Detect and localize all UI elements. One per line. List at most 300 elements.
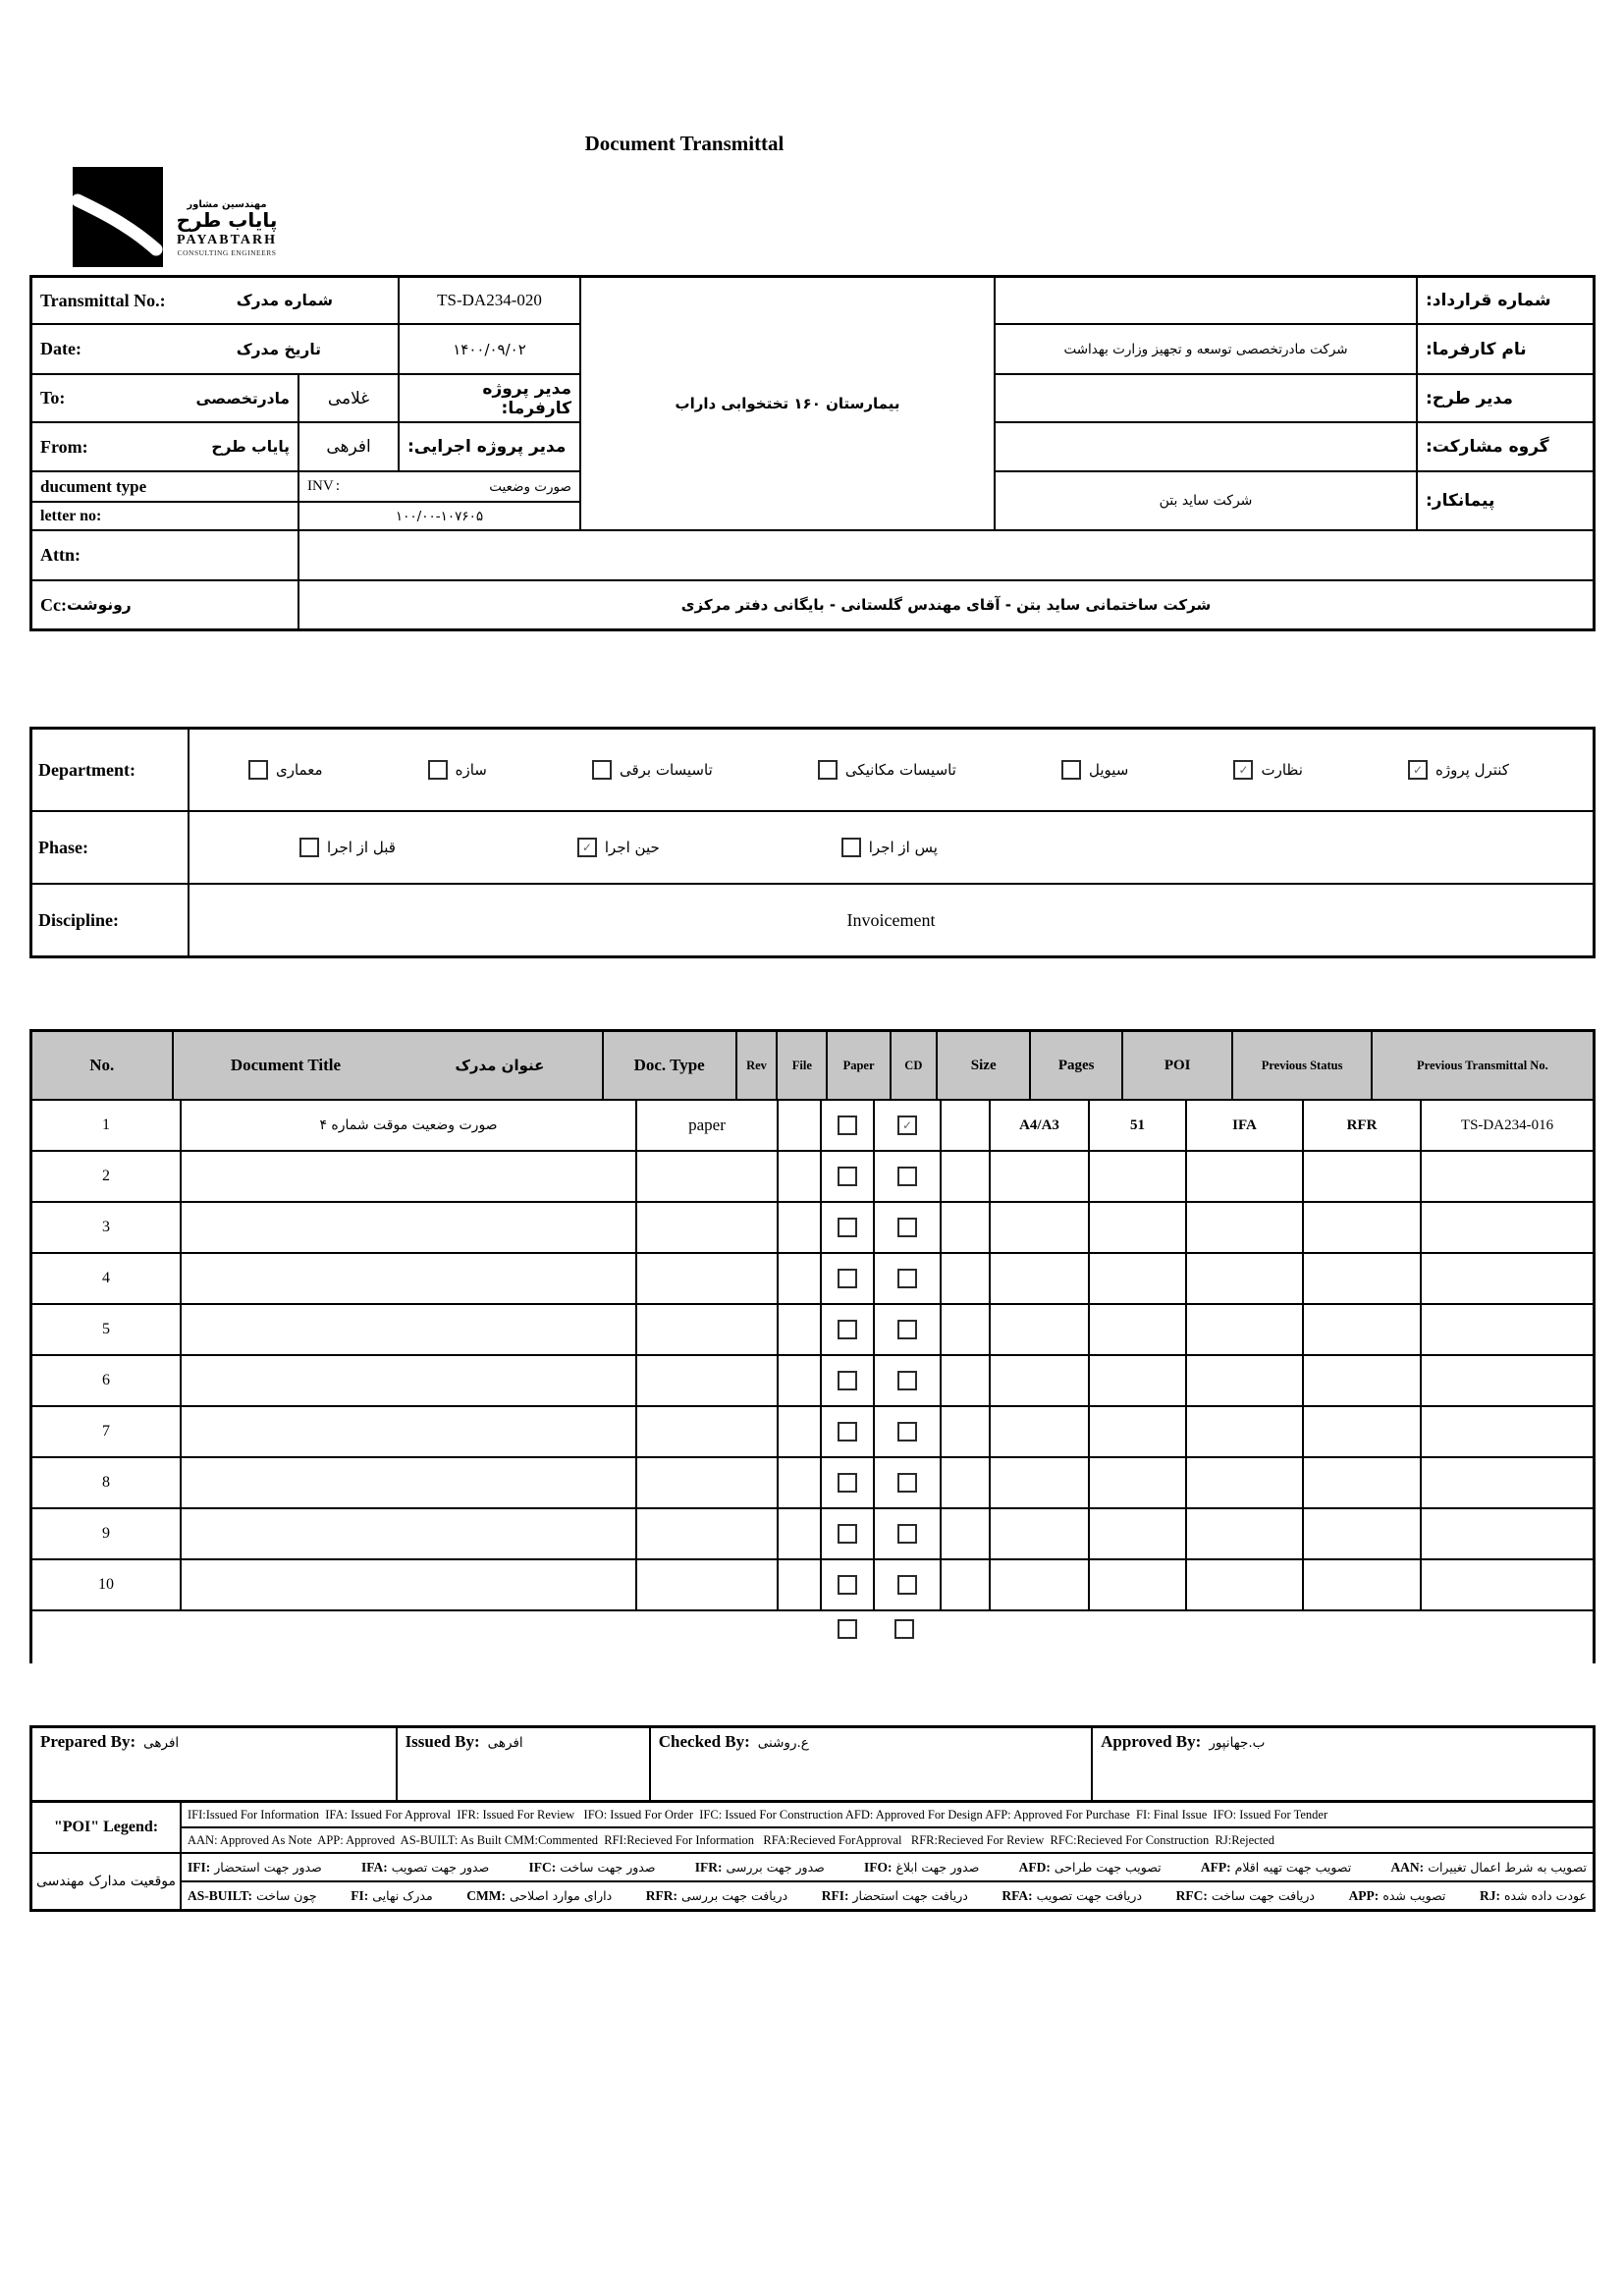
design-manager-value: [996, 375, 1416, 421]
checkbox[interactable]: [818, 760, 838, 780]
row-rev: [779, 1458, 820, 1507]
checkbox-item: [818, 760, 956, 780]
issued-by-name: افرهی: [487, 1735, 523, 1751]
row-prev-transmittal: [1422, 1509, 1593, 1558]
checkbox[interactable]: [841, 838, 861, 857]
col-header-cd: CD: [892, 1032, 936, 1099]
col-header-no: No.: [32, 1032, 172, 1099]
legend-text: تصویب شده: [1382, 1888, 1446, 1903]
approved-by-name: ب.جهانپور: [1209, 1735, 1266, 1751]
row-poi: [1187, 1560, 1302, 1609]
row-title: [182, 1560, 635, 1609]
issued-by-label: Issued By:: [405, 1732, 480, 1751]
row-paper-cell: [875, 1152, 940, 1201]
legend-text: چون ساخت: [256, 1888, 317, 1903]
legend-text: دریافت جهت ساخت: [1211, 1888, 1315, 1903]
table-row: [32, 1356, 1593, 1405]
logo-mark-icon: [73, 167, 163, 267]
doc-type-separator: :: [335, 478, 341, 494]
legend-text: صدور جهت استحضار: [214, 1860, 322, 1875]
row-poi: [1187, 1509, 1302, 1558]
row-paper-cell: [875, 1407, 940, 1456]
row-title: [182, 1407, 635, 1456]
paper-checkbox[interactable]: [897, 1320, 917, 1339]
col-header-prev-status: Previous Status: [1233, 1032, 1370, 1099]
to-value: مادرتخصصی: [195, 389, 290, 408]
paper-checkbox[interactable]: [897, 1218, 917, 1237]
checked-by-name: ع.روشنی: [757, 1735, 809, 1751]
row-prev-transmittal: [1422, 1356, 1593, 1405]
legend-english-line-1: IFI:Issued For Information IFA: Issued For Approval IFR: Issued For Review IFO: Issued For Order IFC: Issued For Construction AFD: Approved For Design AFP: Approved For Purchase FI: Final Issue IFO: Issued For Tender: [182, 1803, 1593, 1826]
row-doctype: [637, 1305, 777, 1354]
paper-checkbox[interactable]: [897, 1167, 917, 1186]
row-cd: [942, 1203, 989, 1252]
row-size: [991, 1203, 1088, 1252]
paper-checkbox[interactable]: [897, 1371, 917, 1390]
row-poi: [1187, 1356, 1302, 1405]
row-prev-status: [1304, 1458, 1420, 1507]
file-checkbox[interactable]: [838, 1422, 857, 1442]
row-file-cell: [822, 1458, 873, 1507]
row-paper-cell: [875, 1509, 940, 1558]
col-header-size: Size: [938, 1032, 1029, 1099]
legend-code: IFI:: [188, 1859, 211, 1875]
row-file-cell: [822, 1152, 873, 1201]
design-manager-label: مدیر طرح:: [1418, 375, 1593, 421]
row-prev-status: [1304, 1407, 1420, 1456]
file-checkbox[interactable]: [838, 1167, 857, 1186]
row-no: 1: [32, 1101, 180, 1150]
date-label-cell: [32, 325, 398, 373]
legend-text: مدرک نهایی: [372, 1888, 433, 1903]
client-pm-label: مدیر پروژه کارفرما:: [400, 375, 579, 421]
jv-group-label: گروه مشارکت:: [1418, 423, 1593, 470]
row-rev: [779, 1305, 820, 1354]
row-poi: IFA: [1187, 1101, 1302, 1150]
col-header-title-en: Document Title: [230, 1056, 342, 1074]
legend-text: تصویب جهت تهیه اقلام: [1234, 1860, 1352, 1875]
legend-code: IFR:: [694, 1859, 723, 1875]
row-prev-status: [1304, 1152, 1420, 1201]
checkbox-item: [1233, 760, 1302, 780]
row-file-cell: [822, 1254, 873, 1303]
department-label: Department:: [32, 730, 188, 810]
col-header-paper: Paper: [828, 1032, 889, 1099]
row-poi: [1187, 1458, 1302, 1507]
checkbox-item: [1408, 760, 1509, 780]
document-table-header: [32, 1032, 1593, 1099]
row-title: [182, 1152, 635, 1201]
row-paper-cell: [875, 1254, 940, 1303]
logo-en-name: PAYABTARH: [176, 233, 278, 247]
file-checkbox[interactable]: [838, 1115, 857, 1135]
row-doctype: [637, 1458, 777, 1507]
row-doctype: [637, 1203, 777, 1252]
row-title: [182, 1254, 635, 1303]
row-cd: [942, 1407, 989, 1456]
row-size: [991, 1458, 1088, 1507]
paper-checkbox[interactable]: [897, 1269, 917, 1288]
checkbox[interactable]: [592, 760, 612, 780]
checkbox-label: تاسیسات برقی: [619, 761, 713, 779]
row-doctype: [637, 1254, 777, 1303]
row-poi: [1187, 1305, 1302, 1354]
legend-text: صدور جهت ابلاغ: [895, 1860, 980, 1875]
row-prev-transmittal: [1422, 1407, 1593, 1456]
checkbox-label: کنترل پروژه: [1435, 761, 1509, 779]
prepared-by-name: افرهی: [143, 1735, 180, 1751]
to-cell: [32, 375, 298, 421]
row-doctype: [637, 1407, 777, 1456]
row-paper-cell: [875, 1458, 940, 1507]
row-rev: [779, 1152, 820, 1201]
row-poi: [1187, 1254, 1302, 1303]
row-no: 6: [32, 1356, 180, 1405]
from-label: From:: [40, 436, 88, 457]
row-size: [991, 1254, 1088, 1303]
legend-code: APP:: [1348, 1887, 1380, 1903]
discipline-label: Discipline:: [32, 885, 188, 955]
legend-entry: [351, 1888, 432, 1904]
poi-legend: [29, 1800, 1596, 1912]
row-pages: [1090, 1407, 1185, 1456]
checked-by-cell: [651, 1728, 1091, 1803]
exec-pm-label: مدیر پروژه اجرایی:: [400, 423, 579, 470]
row-no: 10: [32, 1560, 180, 1609]
date-label: Date:: [40, 339, 81, 358]
logo-en-subtitle: CONSULTING ENGINEERS: [177, 248, 277, 257]
from-cell: [32, 423, 298, 470]
checkbox-item: [299, 838, 396, 857]
checkbox-label: قبل از اجرا: [327, 839, 396, 856]
document-table-footer-strip: [32, 1611, 1593, 1710]
row-no: 4: [32, 1254, 180, 1303]
legend-code: RFI:: [821, 1887, 849, 1903]
row-cd: [942, 1509, 989, 1558]
file-checkbox[interactable]: [838, 1269, 857, 1288]
checkbox-item: [428, 760, 487, 780]
legend-english-line-2: AAN: Approved As Note APP: Approved AS-BUILT: As Built CMM:Commented RFI:Recieved For Information RFA:Recieved ForApproval RFR:Recieved For Review RFC:Recieved For Construction RJ:Rejected: [182, 1828, 1593, 1852]
phase-label: Phase:: [32, 812, 188, 883]
legend-code: RFR:: [645, 1887, 677, 1903]
col-header-title: [174, 1032, 602, 1099]
table-row: [32, 1152, 1593, 1201]
checkbox-label: تاسیسات مکانیکی: [844, 761, 956, 779]
checkbox-item: [248, 760, 323, 780]
doc-type-label-cell: [32, 472, 298, 501]
legend-entry: [1390, 1860, 1587, 1876]
row-pages: [1090, 1203, 1185, 1252]
legend-entry: [1201, 1860, 1351, 1876]
classification-table: [29, 727, 1596, 958]
legend-entry: [1019, 1860, 1162, 1876]
contractor-value: شرکت ساید بتن: [996, 472, 1416, 529]
row-rev: [779, 1356, 820, 1405]
approved-by-cell: [1093, 1728, 1593, 1803]
legend-code: AS-BUILT:: [188, 1887, 253, 1903]
row-prev-status: [1304, 1509, 1420, 1558]
document-table: [29, 1029, 1596, 1663]
legend-code: RFC:: [1175, 1887, 1208, 1903]
cc-label-cell: [32, 581, 298, 628]
legend-entry: [695, 1860, 825, 1876]
legend-text: تصویب جهت طراحی: [1054, 1860, 1162, 1875]
row-rev: [779, 1407, 820, 1456]
phase-options: [189, 812, 1593, 883]
client-name-label: نام کارفرما:: [1418, 325, 1593, 373]
legend-entry: [1001, 1888, 1142, 1904]
legend-code: RJ:: [1479, 1887, 1500, 1903]
row-cd: [942, 1152, 989, 1201]
contractor-label: پیمانکار:: [1418, 472, 1593, 529]
row-size: [991, 1356, 1088, 1405]
date-label-fa: تاریخ مدرک: [236, 340, 321, 358]
footer-file-checkbox[interactable]: [838, 1619, 857, 1639]
checkbox[interactable]: [428, 760, 448, 780]
checkbox-item: [1061, 760, 1128, 780]
file-checkbox[interactable]: [838, 1320, 857, 1339]
row-prev-status: [1304, 1356, 1420, 1405]
paper-checkbox[interactable]: [897, 1473, 917, 1493]
paper-checkbox[interactable]: [897, 1575, 917, 1595]
doc-type-label: ducument type: [40, 476, 147, 496]
transmittal-no-label: Transmittal No.:: [40, 290, 166, 310]
contract-no-value: [996, 278, 1416, 323]
row-doctype: [637, 1152, 777, 1201]
checkbox[interactable]: ✓: [577, 838, 597, 857]
row-doctype: [637, 1560, 777, 1609]
row-no: 7: [32, 1407, 180, 1456]
row-title: [182, 1305, 635, 1354]
from-person: افرهی: [299, 423, 398, 470]
paper-checkbox[interactable]: [897, 1422, 917, 1442]
row-file-cell: [822, 1203, 873, 1252]
row-paper-cell: [875, 1305, 940, 1354]
checkbox[interactable]: [1061, 760, 1081, 780]
row-prev-status: [1304, 1203, 1420, 1252]
table-row: [32, 1305, 1593, 1354]
col-header-rev: Rev: [737, 1032, 777, 1099]
row-prev-transmittal: [1422, 1254, 1593, 1303]
row-title: [182, 1458, 635, 1507]
row-size: [991, 1560, 1088, 1609]
checkbox-item: [577, 838, 660, 857]
row-rev: [779, 1254, 820, 1303]
doc-type-code: INV: [307, 478, 334, 494]
cc-label: Cc:: [40, 594, 67, 615]
row-no: 3: [32, 1203, 180, 1252]
row-pages: [1090, 1509, 1185, 1558]
row-file-cell: [822, 1560, 873, 1609]
col-header-title-fa: عنوان مدرک: [455, 1057, 545, 1074]
doc-status-label: موقعیت مدارک مهندسی: [32, 1854, 180, 1909]
row-doctype: [637, 1356, 777, 1405]
row-file-cell: [822, 1101, 873, 1150]
col-header-poi: POI: [1123, 1032, 1231, 1099]
legend-persian-line-2: [182, 1882, 1593, 1909]
row-no: 9: [32, 1509, 180, 1558]
to-label: To:: [40, 388, 66, 408]
row-rev: [779, 1509, 820, 1558]
row-cd: [942, 1458, 989, 1507]
row-cd: [942, 1101, 989, 1150]
file-checkbox[interactable]: [838, 1524, 857, 1544]
legend-text: دریافت جهت استحضار: [852, 1888, 968, 1903]
row-pages: [1090, 1254, 1185, 1303]
poi-legend-label: "POI" Legend:: [32, 1803, 180, 1852]
col-header-pages: Pages: [1031, 1032, 1121, 1099]
department-options: [189, 730, 1593, 810]
legend-text: صدور جهت ساخت: [560, 1860, 656, 1875]
checkbox[interactable]: ✓: [1408, 760, 1428, 780]
approved-by-label: Approved By:: [1101, 1732, 1202, 1751]
row-doctype: [637, 1509, 777, 1558]
row-prev-transmittal: [1422, 1305, 1593, 1354]
row-prev-transmittal: TS-DA234-016: [1422, 1101, 1593, 1150]
row-cd: [942, 1560, 989, 1609]
legend-entry: [822, 1888, 968, 1904]
company-logo: [73, 167, 284, 267]
row-title: [182, 1509, 635, 1558]
legend-entry: [864, 1860, 979, 1876]
row-poi: [1187, 1152, 1302, 1201]
page-title: Document Transmittal: [584, 132, 785, 155]
letter-no-label-cell: [32, 503, 298, 529]
attn-label-cell: [32, 531, 298, 579]
attn-value: [299, 531, 1593, 579]
row-file-cell: [822, 1356, 873, 1405]
table-row: [32, 1458, 1593, 1507]
table-row: [32, 1101, 1593, 1150]
col-header-file: File: [778, 1032, 826, 1099]
legend-entry: [646, 1888, 787, 1904]
logo-fa-name: پایاب طرح: [176, 208, 278, 232]
row-poi: [1187, 1203, 1302, 1252]
checked-by-label: Checked By:: [658, 1732, 750, 1751]
legend-text: صدور جهت تصویب: [391, 1860, 490, 1875]
transmittal-no-label-fa: شماره مدرک: [236, 292, 333, 309]
signature-table: [29, 1725, 1596, 1806]
prepared-by-label: Prepared By:: [40, 1732, 136, 1751]
cc-label-fa: رونوشت: [66, 596, 132, 614]
row-cd: [942, 1305, 989, 1354]
legend-entry: [1176, 1888, 1315, 1904]
transmittal-no-value: TS-DA234-020: [400, 278, 579, 323]
contract-no-label: شماره قرارداد:: [1418, 278, 1593, 323]
discipline-value: Invoicement: [189, 885, 1593, 955]
client-name-value: شرکت مادرتخصصی توسعه و تجهیز وزارت بهداشت: [996, 325, 1416, 373]
checkbox[interactable]: ✓: [1233, 760, 1253, 780]
legend-text: دریافت جهت بررسی: [680, 1888, 788, 1903]
row-paper-cell: [875, 1203, 940, 1252]
row-paper-cell: [875, 1356, 940, 1405]
row-prev-status: RFR: [1304, 1101, 1420, 1150]
row-rev: [779, 1101, 820, 1150]
prepared-by-cell: [32, 1728, 396, 1803]
table-row: [32, 1560, 1593, 1609]
legend-text: دریافت جهت تصویب: [1036, 1888, 1143, 1903]
row-pages: [1090, 1356, 1185, 1405]
legend-entry: [466, 1888, 612, 1904]
issued-by-cell: [398, 1728, 649, 1803]
row-cd: [942, 1356, 989, 1405]
row-file-cell: [822, 1407, 873, 1456]
row-no: 2: [32, 1152, 180, 1201]
footer-paper-checkbox[interactable]: [894, 1619, 914, 1639]
cc-value: شرکت ساختمانی ساید بتن - آقای مهندس گلستانی - بایگانی دفتر مرکزی: [299, 581, 1593, 628]
row-size: [991, 1509, 1088, 1558]
row-doctype: paper: [637, 1101, 777, 1150]
legend-code: AFD:: [1018, 1859, 1051, 1875]
row-no: 5: [32, 1305, 180, 1354]
file-checkbox[interactable]: [838, 1473, 857, 1493]
legend-code: AFP:: [1200, 1859, 1231, 1875]
row-prev-transmittal: [1422, 1152, 1593, 1201]
legend-entry: [188, 1888, 317, 1904]
checkbox-label: حین اجرا: [604, 839, 660, 856]
paper-checkbox[interactable]: ✓: [897, 1115, 917, 1135]
checkbox-item: [592, 760, 713, 780]
row-size: A4/A3: [991, 1101, 1088, 1150]
row-pages: [1090, 1152, 1185, 1201]
row-cd: [942, 1254, 989, 1303]
row-title: [182, 1356, 635, 1405]
checkbox[interactable]: [299, 838, 319, 857]
legend-entry: [361, 1860, 489, 1876]
table-row: [32, 1203, 1593, 1252]
row-no: 8: [32, 1458, 180, 1507]
row-prev-transmittal: [1422, 1203, 1593, 1252]
row-paper-cell: [875, 1560, 940, 1609]
table-row: [32, 1509, 1593, 1558]
logo-fa-tagline: مهندسین مشاور: [187, 199, 267, 210]
row-prev-transmittal: [1422, 1458, 1593, 1507]
letter-no-value: ۱۰۰/۰۰-۱۰۷۶۰۵: [299, 503, 579, 529]
row-poi: [1187, 1407, 1302, 1456]
legend-text: تصویب به شرط اعمال تغییرات: [1428, 1860, 1587, 1875]
file-checkbox[interactable]: [838, 1575, 857, 1595]
paper-checkbox[interactable]: [897, 1524, 917, 1544]
row-pages: [1090, 1305, 1185, 1354]
file-checkbox[interactable]: [838, 1371, 857, 1390]
from-value: پایاب طرح: [211, 438, 290, 456]
legend-text: عودت داده شده: [1503, 1888, 1587, 1903]
info-table: [29, 275, 1596, 631]
row-prev-status: [1304, 1560, 1420, 1609]
legend-code: IFA:: [360, 1859, 388, 1875]
row-prev-status: [1304, 1254, 1420, 1303]
checkbox-label: پس از اجرا: [868, 839, 938, 856]
legend-text: دارای موارد اصلاحی: [509, 1888, 613, 1903]
row-rev: [779, 1560, 820, 1609]
row-size: [991, 1407, 1088, 1456]
checkbox[interactable]: [248, 760, 268, 780]
checkbox-label: معماری: [276, 761, 323, 779]
legend-persian-line-1: [182, 1854, 1593, 1880]
legend-code: IFO:: [864, 1859, 893, 1875]
attn-label: Attn:: [40, 545, 81, 565]
legend-code: FI:: [351, 1887, 369, 1903]
col-header-doctype: Doc. Type: [604, 1032, 735, 1099]
checkbox-label: سیویل: [1089, 761, 1129, 779]
legend-code: IFC:: [528, 1859, 557, 1875]
file-checkbox[interactable]: [838, 1218, 857, 1237]
legend-entry: [1349, 1888, 1446, 1904]
jv-group-value: [996, 423, 1416, 470]
row-title: صورت وضعیت موقت شماره ۴: [182, 1101, 635, 1150]
legend-code: CMM:: [466, 1887, 506, 1903]
date-value: ۱۴۰۰/۰۹/۰۲: [400, 325, 579, 373]
